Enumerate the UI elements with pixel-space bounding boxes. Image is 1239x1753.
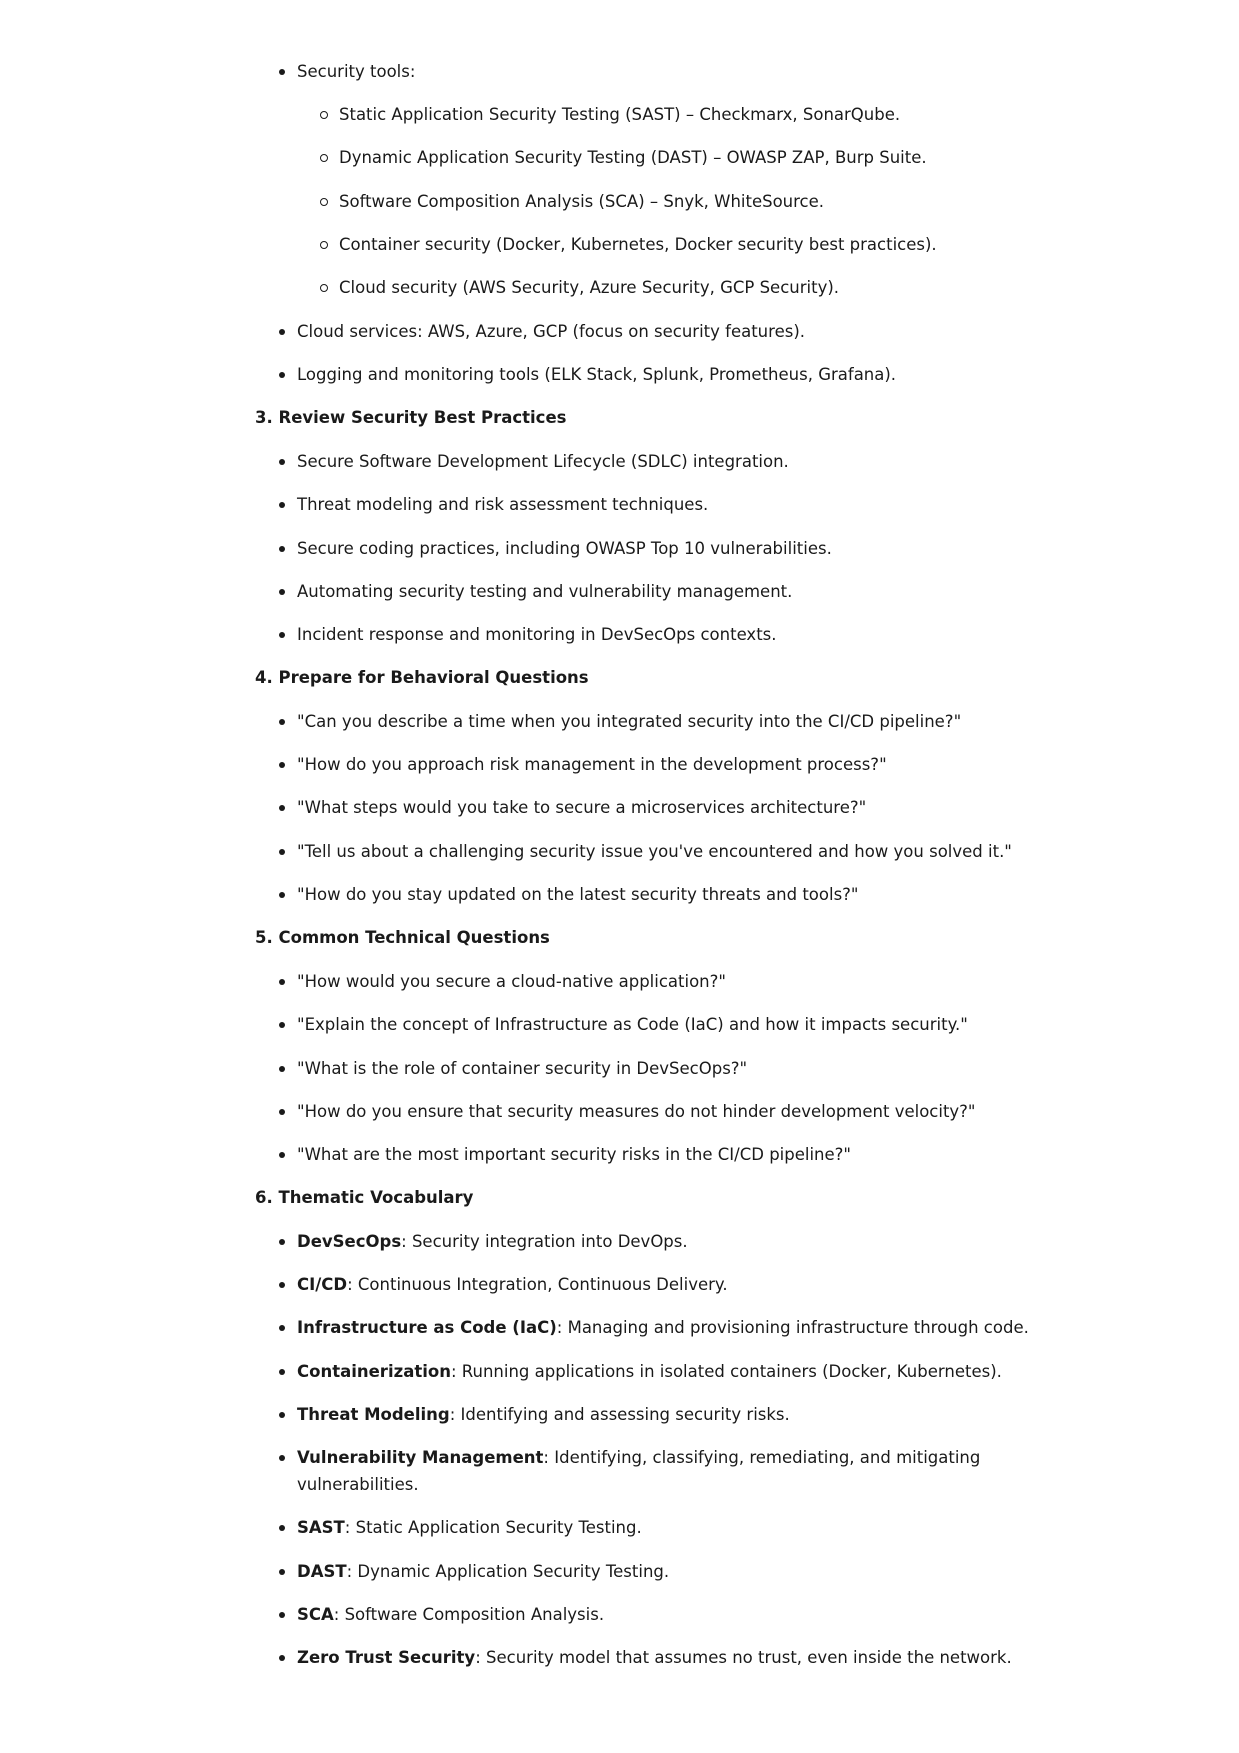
list-item-text: Secure coding practices, including OWASP Top 10 vulnerabilities. [297, 539, 832, 558]
list-item [297, 794, 1239, 821]
list-item [297, 361, 1239, 388]
list-item-text: "What is the role of container security in DevSecOps?" [297, 1059, 748, 1078]
vocab-term: Threat Modeling [297, 1405, 450, 1424]
list-item-text: "How do you ensure that security measures do not hinder development velocity?" [297, 1102, 976, 1121]
list-item-text: "Explain the concept of Infrastructure as Code (IaC) and how it impacts security." [297, 1015, 968, 1034]
vocab-definition-continuation: vulnerabilities. [297, 1475, 419, 1494]
list-item [297, 838, 1239, 865]
section-heading: 5. Common Technical Questions [255, 928, 550, 947]
vocab-definition: : Dynamic Application Security Testing. [346, 1562, 670, 1581]
list-item [297, 708, 1239, 735]
sub-list-item [339, 274, 1239, 301]
list-item-text: "Can you describe a time when you integrated security into the CI/CD pipeline?" [297, 712, 962, 731]
list-item-text: Automating security testing and vulnerability management. [297, 582, 793, 601]
vocab-definition: : Security model that assumes no trust, even inside the network. [475, 1648, 1012, 1667]
list-item [297, 621, 1239, 648]
vocab-definition: : Managing and provisioning infrastructure through code. [556, 1318, 1029, 1337]
vocab-item [297, 1358, 1239, 1385]
list-item-text: "What are the most important security risks in the CI/CD pipeline?" [297, 1145, 851, 1164]
list-item [297, 968, 1239, 995]
list-item-text: Dynamic Application Security Testing (DAST) – OWASP ZAP, Burp Suite. [339, 148, 927, 167]
list-item-text: Threat modeling and risk assessment techniques. [297, 495, 709, 514]
list-item-text: Software Composition Analysis (SCA) – Snyk, WhiteSource. [339, 192, 825, 211]
section-heading: 3. Review Security Best Practices [255, 408, 567, 427]
list-item [297, 1098, 1239, 1125]
vocab-item [297, 1228, 1239, 1255]
vocab-definition: : Continuous Integration, Continuous Delivery. [347, 1275, 728, 1294]
vocab-definition: : Identifying and assessing security risks. [449, 1405, 790, 1424]
list-item-text: Static Application Security Testing (SAST) – Checkmarx, SonarQube. [339, 105, 901, 124]
vocab-term: Containerization [297, 1362, 451, 1381]
vocab-item [297, 1558, 1239, 1585]
vocab-definition: : Static Application Security Testing. [344, 1518, 642, 1537]
list-item [297, 448, 1239, 475]
vocab-definition: : Running applications in isolated containers (Docker, Kubernetes). [450, 1362, 1002, 1381]
list-item-text: "How do you approach risk management in the development process?" [297, 755, 887, 774]
vocab-item [297, 1514, 1239, 1541]
vocab-definition: : Identifying, classifying, remediating, and mitigating [543, 1448, 981, 1467]
vocab-item [297, 1401, 1239, 1428]
section-heading: 4. Prepare for Behavioral Questions [255, 668, 589, 687]
vocab-item [297, 1644, 1239, 1671]
list-item [297, 881, 1239, 908]
vocab-term: SAST [297, 1518, 345, 1537]
vocab-definition: : Security integration into DevOps. [401, 1232, 688, 1251]
list-item [297, 578, 1239, 605]
list-item [297, 58, 1239, 85]
section-heading: 6. Thematic Vocabulary [255, 1188, 474, 1207]
list-item-text: Incident response and monitoring in DevSecOps contexts. [297, 625, 777, 644]
list-item-text: Security tools: [297, 62, 416, 81]
vocab-item [297, 1271, 1239, 1298]
vocab-term: DAST [297, 1562, 347, 1581]
vocab-term: Vulnerability Management [297, 1448, 544, 1467]
vocab-term: Zero Trust Security [297, 1648, 476, 1667]
list-item [297, 318, 1239, 345]
vocab-definition: : Software Composition Analysis. [333, 1605, 605, 1624]
list-item-text: Cloud security (AWS Security, Azure Security, GCP Security). [339, 278, 840, 297]
sub-list-item [339, 231, 1239, 258]
vocab-item [297, 1601, 1239, 1628]
list-item [297, 1011, 1239, 1038]
sub-list-item [339, 144, 1239, 171]
list-item-text: "How would you secure a cloud-native application?" [297, 972, 726, 991]
list-item-text: Cloud services: AWS, Azure, GCP (focus on security features). [297, 322, 805, 341]
vocab-term: Infrastructure as Code (IaC) [297, 1318, 557, 1337]
vocab-item [297, 1444, 1239, 1471]
list-item-text: "What steps would you take to secure a microservices architecture?" [297, 798, 867, 817]
list-item [297, 535, 1239, 562]
vocab-term: CI/CD [297, 1275, 348, 1294]
vocab-item [297, 1314, 1239, 1341]
list-item [297, 491, 1239, 518]
vocab-term: DevSecOps [297, 1232, 402, 1251]
list-item-text: Container security (Docker, Kubernetes, Docker security best practices). [339, 235, 937, 254]
list-item [297, 1055, 1239, 1082]
sub-list-item [339, 101, 1239, 128]
list-item-text: "Tell us about a challenging security issue you've encountered and how you solved it." [297, 842, 1012, 861]
list-item-text: Logging and monitoring tools (ELK Stack, Splunk, Prometheus, Grafana). [297, 365, 897, 384]
list-item [297, 751, 1239, 778]
list-item-text: Secure Software Development Lifecycle (SDLC) integration. [297, 452, 789, 471]
sub-list-item [339, 188, 1239, 215]
list-item-text: "How do you stay updated on the latest security threats and tools?" [297, 885, 859, 904]
list-item [297, 1141, 1239, 1168]
vocab-term: SCA [297, 1605, 334, 1624]
